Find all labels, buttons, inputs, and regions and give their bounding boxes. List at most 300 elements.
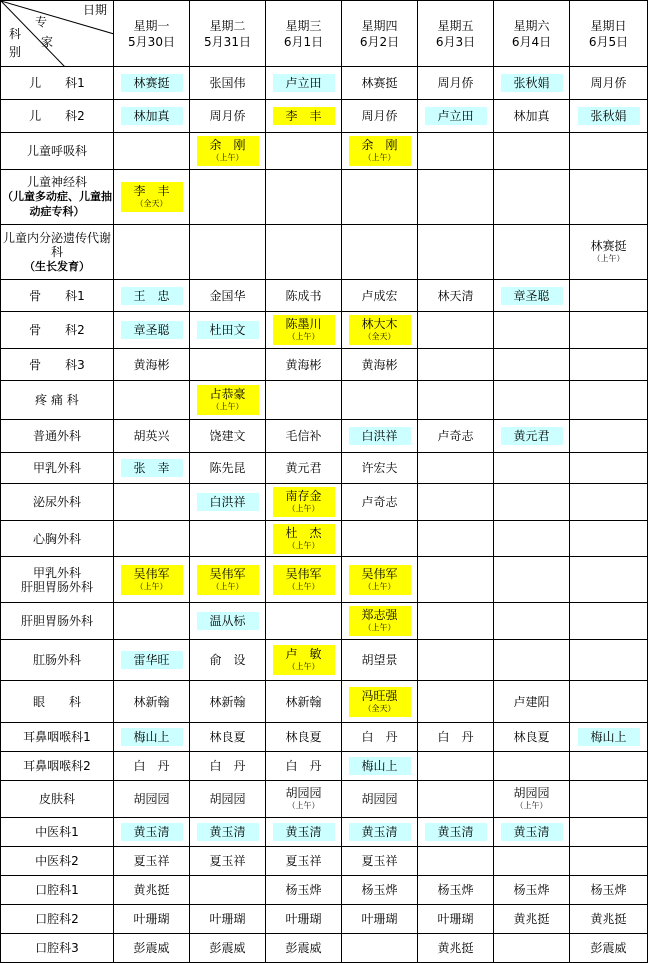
day-date: 5月31日 [204,34,251,49]
schedule-cell [190,453,266,484]
schedule-cell [266,557,342,603]
dept-name: 肛肠外科 [32,653,81,667]
schedule-cell [494,681,570,723]
doctor-name: 彭震威 [590,941,627,955]
dept-name: 疼 痛 科 [35,393,79,407]
schedule-cell [418,225,494,280]
doctor-name: 林赛挺 [590,239,627,253]
doctor-entry [273,881,335,899]
schedule-cell [266,640,342,681]
doctor-entry [197,823,259,841]
doctor-entry [273,524,335,554]
corner-expert-label-2: 家 [41,35,54,49]
schedule-row [1,521,648,557]
dept-cell [1,557,114,603]
doctor-entry [121,182,183,212]
schedule-cell [190,818,266,847]
schedule-cell [342,67,418,100]
doctor-name: 卢立田 [437,109,474,123]
schedule-cell [266,420,342,453]
schedule-cell [418,312,494,349]
doctor-name: 林新翰 [285,694,322,709]
doctor-name: 杨玉烨 [513,883,550,897]
doctor-name: 黄玉清 [133,825,170,839]
schedule-cell [114,420,190,453]
schedule-cell [418,67,494,100]
doctor-name: 叶珊瑚 [361,912,398,926]
day-header-5 [418,1,494,67]
day-header-6 [494,1,570,67]
dept-name: 口腔科3 [35,941,79,955]
doctor-name: 吴伟军 [285,566,322,581]
doctor-entry [501,910,563,928]
schedule-cell [570,312,648,349]
schedule-row [1,312,648,349]
schedule-cell [418,905,494,934]
dept-name: 耳鼻咽喉科1 [23,730,91,744]
doctor-entry [197,939,259,957]
schedule-cell [570,453,648,484]
schedule-cell [266,781,342,818]
schedule-cell [114,781,190,818]
doctor-name: 夏玉祥 [133,854,170,868]
doctor-name: 南存金 [285,489,322,503]
doctor-name: 雷华旺 [133,653,170,667]
schedule-cell [342,312,418,349]
schedule-cell [266,752,342,781]
schedule-cell [494,67,570,100]
dept-cell [1,133,114,170]
doctor-name: 周月侨 [590,76,627,90]
doctor-entry [349,881,411,899]
dept-name: 耳鼻咽喉科2 [23,759,91,773]
dept-cell [1,640,114,681]
doctor-entry [501,823,563,841]
schedule-row [1,170,648,225]
schedule-cell [418,847,494,876]
session-note: （全天） [135,199,168,208]
dept-subtitle: （儿童多动症、儿童抽动症专科） [2,190,112,218]
schedule-cell [418,133,494,170]
dept-cell [1,453,114,484]
schedule-cell [266,453,342,484]
doctor-entry [197,757,259,775]
doctor-name: 林加真 [513,109,550,123]
schedule-cell [494,312,570,349]
session-note: （上午） [287,581,320,591]
dept-cell [1,847,114,876]
doctor-entry [121,651,183,669]
doctor-name: 杨玉烨 [361,883,398,897]
doctor-entry [425,427,487,445]
schedule-cell [266,349,342,381]
doctor-name: 吴伟军 [361,566,398,581]
dept-cell [1,484,114,521]
doctor-name: 叶珊瑚 [133,912,170,926]
schedule-cell [266,603,342,640]
session-note: （上午） [287,540,320,550]
doctor-name: 毛信补 [285,429,322,443]
schedule-cell [266,723,342,752]
doctor-name: 冯旺强 [361,688,398,703]
doctor-name: 黄海彬 [285,357,322,372]
doctor-entry [121,852,183,870]
doctor-name: 林良夏 [209,730,246,744]
session-note: （上午） [211,153,244,162]
schedule-cell [494,847,570,876]
schedule-cell [190,723,266,752]
session-note: （上午） [287,504,320,513]
dept-name: 心胸外科 [32,531,81,546]
doctor-name: 李 丰 [133,184,170,198]
schedule-cell [342,723,418,752]
schedule-row [1,225,648,280]
schedule-cell [114,818,190,847]
schedule-cell [266,100,342,133]
schedule-cell [570,603,648,640]
doctor-name: 卢 敏 [285,647,322,661]
schedule-cell [494,905,570,934]
doctor-entry [197,852,259,870]
doctor-name: 陈成书 [285,288,322,303]
schedule-cell [114,905,190,934]
doctor-entry [273,852,335,870]
corner-header-cell [1,1,114,67]
doctor-entry [349,606,411,636]
day-weekday: 星期四 [361,18,398,33]
doctor-name: 黄元君 [513,429,550,443]
doctor-name: 白 丹 [209,759,246,773]
schedule-row [1,681,648,723]
dept-name: 眼 科 [32,694,81,709]
doctor-name: 卢成宏 [361,288,398,303]
schedule-body [1,67,648,963]
doctor-entry [197,287,259,305]
doctor-name: 黄玉清 [513,825,550,839]
schedule-row [1,905,648,934]
doctor-entry [349,790,411,808]
doctor-entry [273,645,335,675]
schedule-cell [114,225,190,280]
doctor-entry [121,565,183,595]
schedule-row [1,557,648,603]
schedule-cell [342,557,418,603]
doctor-entry [121,757,183,775]
doctor-entry [121,459,183,477]
doctor-entry [501,693,563,711]
schedule-cell [266,818,342,847]
corner-dept-label-2: 别 [9,45,22,59]
dept-name: 普通外科 [32,429,81,443]
doctor-name: 梅山上 [361,759,398,773]
doctor-name: 周月侨 [209,109,246,123]
schedule-cell [418,876,494,905]
doctor-entry [273,728,335,746]
schedule-cell [418,280,494,312]
doctor-entry [578,74,640,92]
schedule-cell [114,640,190,681]
schedule-cell [342,681,418,723]
session-note: （上午） [211,581,244,591]
doctor-name: 夏玉祥 [209,854,246,868]
doctor-entry [273,784,335,814]
schedule-cell [266,681,342,723]
doctor-name: 林新翰 [209,694,246,709]
schedule-row [1,420,648,453]
schedule-cell [266,905,342,934]
schedule-cell [570,67,648,100]
dept-name-secondary: 肝胆胃肠外科 [20,579,93,594]
doctor-name: 陈先昆 [209,461,246,475]
doctor-entry [349,356,411,374]
schedule-row [1,752,648,781]
schedule-cell [494,381,570,420]
dept-cell [1,723,114,752]
schedule-cell [570,681,648,723]
doctor-name: 胡英兴 [133,429,170,443]
doctor-entry [425,287,487,305]
schedule-row [1,381,648,420]
doctor-name: 胡园园 [513,786,550,800]
schedule-cell [570,349,648,381]
schedule-cell [418,681,494,723]
doctor-entry [121,693,183,711]
doctor-entry [121,287,183,305]
doctor-name: 金国华 [209,288,246,303]
doctor-entry [501,74,563,92]
doctor-entry [197,321,259,339]
doctor-name: 张秋娟 [590,109,627,123]
schedule-row [1,847,648,876]
schedule-cell [494,818,570,847]
day-header-7 [570,1,648,67]
schedule-cell [114,67,190,100]
doctor-entry [349,459,411,477]
doctor-entry [197,910,259,928]
doctor-name: 林大木 [361,317,398,331]
schedule-cell [570,905,648,934]
doctor-entry [349,315,411,345]
schedule-cell [114,557,190,603]
dept-name: 中医科1 [35,825,79,839]
doctor-name: 黄海彬 [133,357,170,372]
doctor-entry [273,287,335,305]
doctor-entry [273,427,335,445]
schedule-cell [114,312,190,349]
session-note: （上午） [363,153,396,162]
schedule-row [1,723,648,752]
day-date: 6月5日 [588,34,629,49]
doctor-name: 郑志强 [361,608,398,622]
schedule-cell [190,133,266,170]
doctor-name: 吴伟军 [133,566,170,581]
dept-cell [1,225,114,280]
doctor-name: 黄玉清 [209,825,246,839]
dept-name: 泌尿外科 [32,495,81,509]
doctor-name: 胡园园 [209,792,246,806]
schedule-cell [570,781,648,818]
schedule-cell [494,521,570,557]
schedule-cell [114,381,190,420]
schedule-cell [190,420,266,453]
doctor-name: 黄玉清 [361,825,398,839]
schedule-cell [418,557,494,603]
schedule-cell [114,100,190,133]
schedule-cell [494,752,570,781]
doctor-name: 胡园园 [361,792,398,806]
session-note: （上午） [211,402,244,411]
schedule-cell [266,876,342,905]
doctor-entry [197,107,259,125]
schedule-cell [266,170,342,225]
schedule-cell [114,484,190,521]
doctor-name: 白 丹 [285,759,322,773]
schedule-cell [570,170,648,225]
doctor-name: 杜 杰 [285,525,322,540]
dept-cell [1,876,114,905]
doctor-entry [501,784,563,814]
session-note: （上午） [515,801,548,810]
schedule-cell [570,818,648,847]
schedule-cell [418,640,494,681]
doctor-entry [273,459,335,477]
schedule-cell [494,453,570,484]
doctor-name: 黄兆挺 [590,912,627,926]
schedule-cell [494,133,570,170]
schedule-cell [190,225,266,280]
schedule-cell [266,280,342,312]
schedule-cell [418,603,494,640]
doctor-entry [121,823,183,841]
doctor-name: 卢建阳 [513,694,550,709]
day-weekday: 星期三 [285,18,322,33]
doctor-name: 白洪祥 [209,495,246,509]
doctor-entry [121,321,183,339]
schedule-cell [190,521,266,557]
dept-name: 骨 科1 [29,288,85,303]
schedule-cell [266,484,342,521]
doctor-name: 杨玉烨 [590,883,627,897]
doctor-entry [349,136,411,166]
doctor-name: 黄玉清 [285,825,322,839]
schedule-cell [494,603,570,640]
doctor-name: 彭震威 [133,941,170,955]
schedule-cell [342,280,418,312]
doctor-entry [578,910,640,928]
dept-cell [1,905,114,934]
schedule-cell [342,603,418,640]
dept-name: 甲乳外科 [32,565,81,580]
schedule-cell [190,280,266,312]
schedule-cell [114,723,190,752]
dept-cell [1,349,114,381]
doctor-entry [197,693,259,711]
schedule-cell [114,847,190,876]
schedule-cell [266,133,342,170]
doctor-name: 杜田文 [209,323,246,337]
doctor-entry [349,493,411,511]
schedule-cell [418,453,494,484]
schedule-row [1,484,648,521]
dept-name: 儿 科1 [29,76,85,90]
doctor-entry [197,493,259,511]
doctor-name: 章圣聪 [513,288,550,303]
dept-cell [1,781,114,818]
doctor-entry [121,427,183,445]
schedule-cell [342,133,418,170]
schedule-cell [114,521,190,557]
schedule-cell [342,640,418,681]
doctor-entry [197,459,259,477]
dept-name: 儿童内分泌遗传代谢科 [2,230,111,259]
schedule-cell [494,484,570,521]
doctor-entry [425,823,487,841]
doctor-name: 白 丹 [361,730,398,744]
session-note: （上午） [363,623,396,632]
doctor-entry [349,565,411,595]
doctor-name: 夏玉祥 [285,854,322,868]
doctor-name: 杨玉烨 [437,883,474,897]
schedule-cell [570,876,648,905]
dept-cell [1,67,114,100]
day-header-2 [190,1,266,67]
doctor-entry [121,790,183,808]
doctor-entry [121,107,183,125]
doctor-name: 夏玉祥 [361,854,398,868]
schedule-cell [570,723,648,752]
schedule-cell [114,934,190,963]
schedule-cell [266,225,342,280]
doctor-entry [349,852,411,870]
doctor-entry [197,651,259,669]
dept-name: 骨 科2 [29,323,85,337]
doctor-name: 许宏夫 [361,461,398,475]
schedule-cell [190,484,266,521]
schedule-cell [342,349,418,381]
schedule-cell [494,349,570,381]
schedule-cell [342,781,418,818]
schedule-cell [418,723,494,752]
schedule-cell [342,905,418,934]
doctor-entry [349,687,411,717]
doctor-entry [578,237,640,267]
schedule-cell [266,934,342,963]
dept-name: 骨 科3 [29,357,85,372]
schedule-cell [342,100,418,133]
doctor-name: 白洪祥 [361,429,398,443]
schedule-cell [570,133,648,170]
doctor-entry [197,74,259,92]
doctor-entry [121,728,183,746]
schedule-cell [570,847,648,876]
schedule-cell [570,420,648,453]
dept-name: 中医科2 [35,854,79,868]
doctor-name: 梅山上 [590,730,627,744]
schedule-row [1,133,648,170]
dept-cell [1,681,114,723]
doctor-name: 林赛挺 [361,76,398,90]
doctor-entry [349,651,411,669]
doctor-name: 黄元君 [285,461,322,475]
dept-cell [1,280,114,312]
doctor-entry [197,136,259,166]
doctor-entry [197,385,259,415]
corner-dept-label-1: 科 [9,27,22,41]
schedule-cell [342,752,418,781]
session-note: （上午） [592,254,625,263]
schedule-cell [114,752,190,781]
schedule-cell [266,381,342,420]
